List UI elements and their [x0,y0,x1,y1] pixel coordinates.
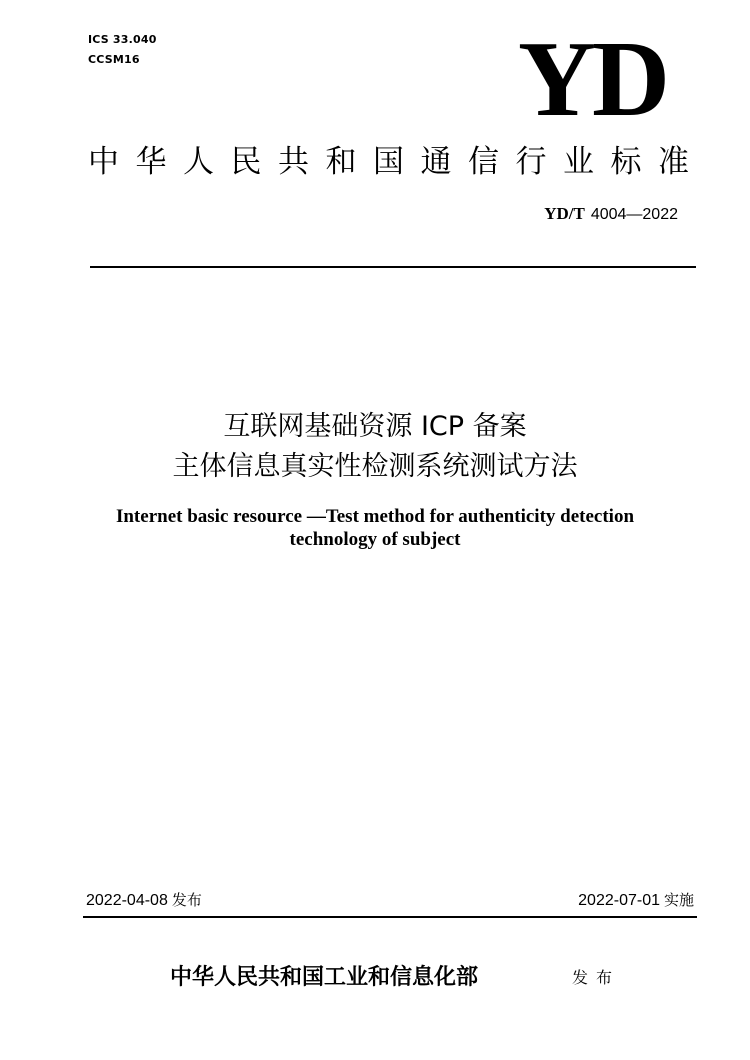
standard-code [544,203,678,226]
ics-code: ICS 33.040 [88,33,157,46]
implementation-date [578,889,694,912]
yd-logo: YD [518,20,666,139]
implementation-date-value: 2022-07-01 [578,892,660,909]
title-cn-line-2: 主体信息真实性检测系统测试方法 [172,451,578,482]
standard-type-heading: 中华人民共和国通信行业标准 [88,144,706,180]
title-en-line-2: technology of subject [289,529,461,550]
top-divider [90,266,696,268]
title-en-line-1: Internet basic resource —Test method for authenticity detection [115,506,635,527]
issue-date-value: 2022-04-08 [86,892,168,909]
standard-code-number: 4004—2022 [590,206,678,223]
title-cn-line-1: 互联网基础资源 ICP 备案 [223,411,527,442]
issue-date-label: 发布 [171,891,202,909]
bottom-divider [83,916,697,918]
ccs-code: CCSM16 [88,53,140,66]
standard-code-prefix: YD/T [544,204,585,223]
publish-label: 发布 [572,968,621,987]
issue-date [86,889,202,912]
publisher-name: 中华人民共和国工业和信息化部 [170,964,479,990]
implementation-date-label: 实施 [663,891,694,909]
